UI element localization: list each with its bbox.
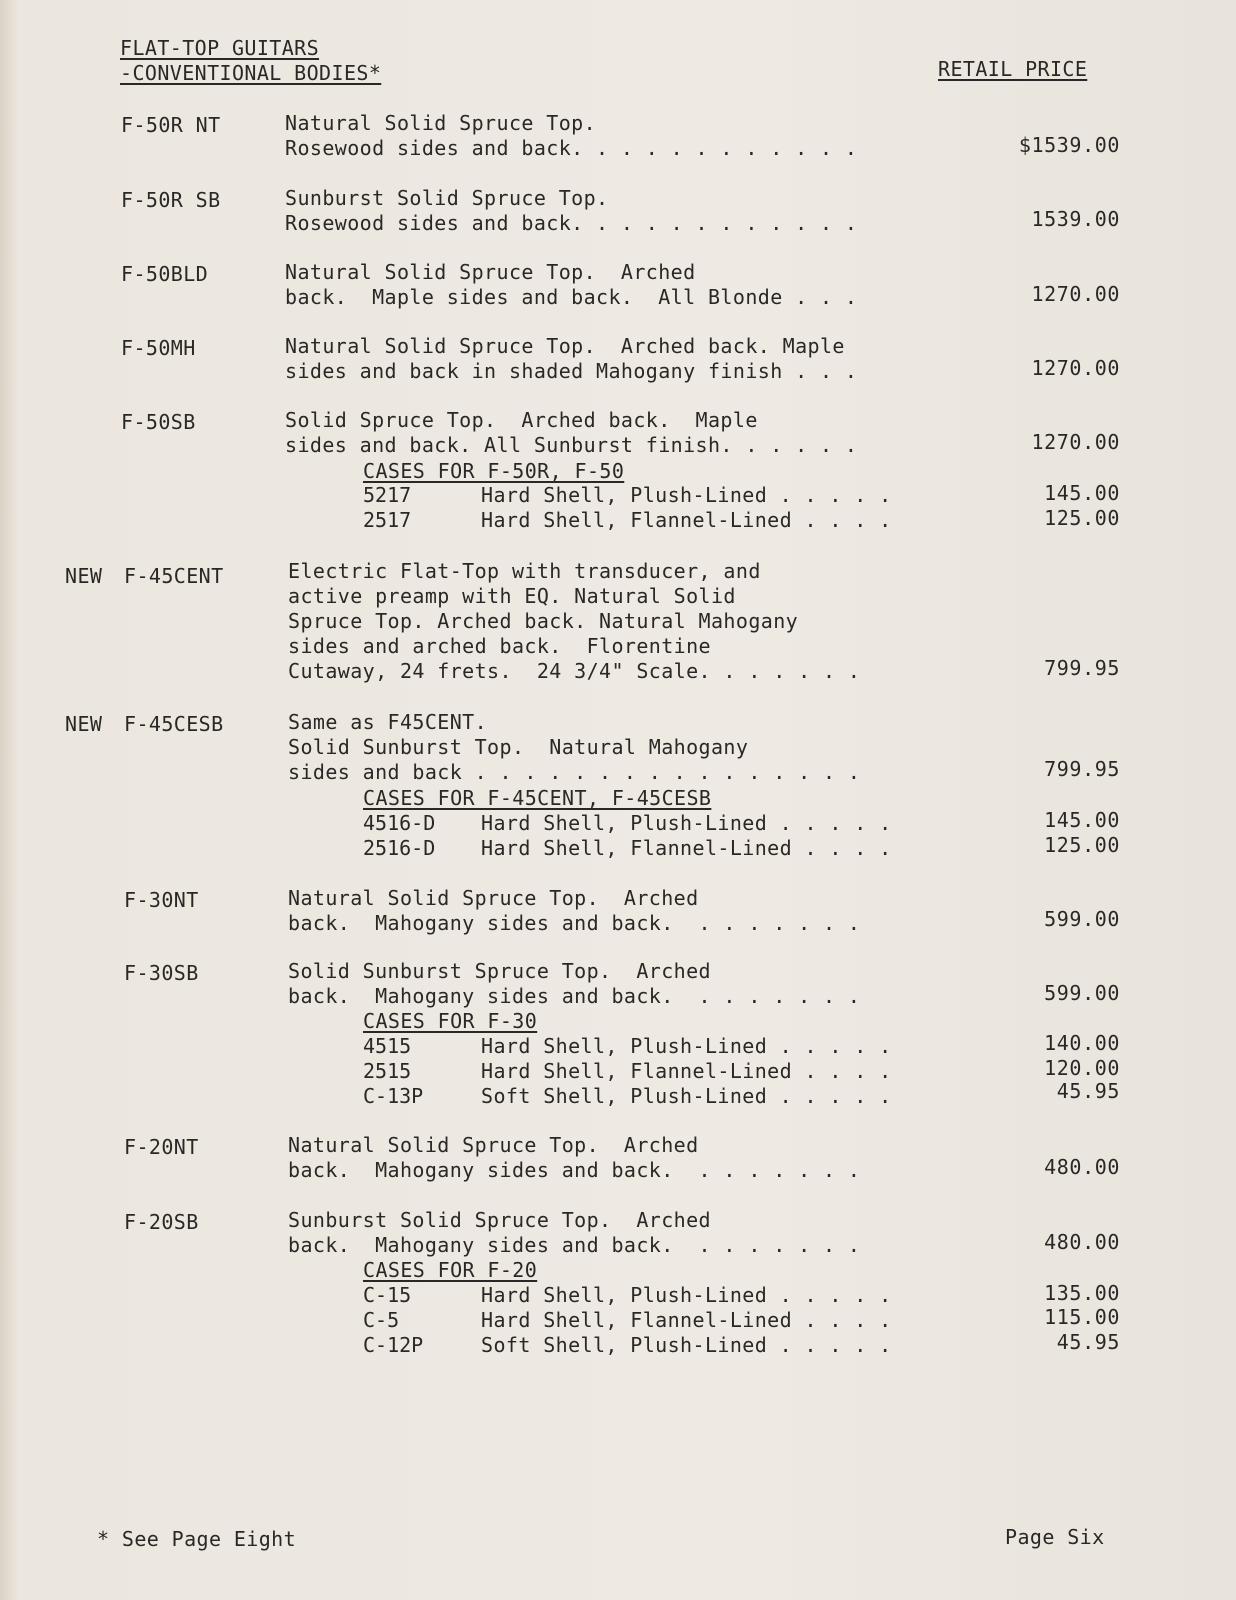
case-code: 4516-D — [363, 811, 436, 835]
item-desc-line: Sunburst Solid Spruce Top. Arched — [288, 1208, 711, 1232]
item-code: F-20NT — [124, 1135, 199, 1159]
item-code: F-30SB — [124, 961, 199, 985]
item-desc-line: Spruce Top. Arched back. Natural Mahogany — [288, 609, 799, 633]
item-desc-line: Electric Flat-Top with transducer, and — [288, 559, 761, 583]
case-price: 140.00 — [1044, 1031, 1120, 1055]
item-desc-line: Solid Sunburst Spruce Top. Arched — [288, 959, 711, 983]
item-price: 799.95 — [1044, 757, 1120, 781]
case-desc: Soft Shell, Plush-Lined . . . . . — [481, 1333, 892, 1357]
footnote: * See Page Eight — [97, 1527, 297, 1551]
item-desc-line: back. Mahogany sides and back. . . . . . . . — [288, 1233, 861, 1257]
case-desc: Hard Shell, Flannel-Lined . . . . — [481, 1308, 892, 1332]
item-price: 799.95 — [1044, 656, 1120, 680]
item-desc-line: Natural Solid Spruce Top. Arched back. Maple — [285, 334, 845, 358]
case-code: C-12P — [363, 1333, 424, 1357]
case-code: 2516-D — [363, 836, 436, 860]
case-desc: Hard Shell, Plush-Lined . . . . . — [481, 1283, 892, 1307]
item-code: F-50BLD — [121, 262, 209, 286]
item-code: F-45CENT — [124, 564, 224, 588]
case-code: C-15 — [363, 1283, 412, 1307]
case-price: 145.00 — [1044, 808, 1120, 832]
item-desc-line: sides and back. All Sunburst finish. . . . . . — [285, 433, 858, 457]
item-price: 1270.00 — [1031, 282, 1120, 306]
item-desc-line: Cutaway, 24 frets. 24 3/4" Scale. . . . . . . — [288, 659, 861, 683]
page-number: Page Six — [1005, 1525, 1105, 1549]
case-desc: Hard Shell, Flannel-Lined . . . . — [481, 508, 892, 532]
item-price: $1539.00 — [1018, 133, 1120, 157]
case-code: 4515 — [363, 1034, 412, 1058]
item-desc-line: Rosewood sides and back. . . . . . . . . . . . — [285, 136, 858, 160]
title-line-2: -CONVENTIONAL BODIES* — [120, 61, 382, 85]
item-code: F-20SB — [124, 1210, 199, 1234]
case-price: 125.00 — [1044, 506, 1120, 530]
item-code: F-45CESB — [124, 712, 224, 736]
item-price: 1270.00 — [1031, 356, 1120, 380]
item-code: F-50MH — [121, 336, 196, 360]
item-code: F-50R SB — [121, 188, 221, 212]
item-desc-line: Rosewood sides and back. . . . . . . . . . . . — [285, 211, 858, 235]
item-price: 1539.00 — [1031, 207, 1120, 231]
item-desc-line: back. Mahogany sides and back. . . . . . . . — [288, 911, 861, 935]
item-desc-line: sides and arched back. Florentine — [288, 634, 711, 658]
case-desc: Hard Shell, Flannel-Lined . . . . — [481, 836, 892, 860]
case-code: C-13P — [363, 1084, 424, 1108]
item-price: 480.00 — [1044, 1155, 1120, 1179]
cases-heading: CASES FOR F-50R, F-50 — [363, 459, 625, 483]
case-price: 145.00 — [1044, 481, 1120, 505]
title-line-1: FLAT-TOP GUITARS — [120, 36, 320, 60]
item-desc-line: Sunburst Solid Spruce Top. — [285, 186, 609, 210]
item-desc-line: back. Maple sides and back. All Blonde . . . — [285, 285, 858, 309]
case-price: 45.95 — [1056, 1330, 1120, 1354]
item-code: F-50R NT — [121, 113, 221, 137]
item-code: F-50SB — [121, 410, 196, 434]
case-desc: Hard Shell, Flannel-Lined . . . . — [481, 1059, 892, 1083]
item-price: 599.00 — [1044, 907, 1120, 931]
item-desc-line: Natural Solid Spruce Top. Arched — [285, 260, 696, 284]
case-price: 135.00 — [1044, 1281, 1120, 1305]
item-desc-line: Natural Solid Spruce Top. Arched — [288, 886, 699, 910]
new-tag: NEW — [65, 564, 103, 588]
case-desc: Soft Shell, Plush-Lined . . . . . — [481, 1084, 892, 1108]
item-desc-line: Natural Solid Spruce Top. — [285, 111, 597, 135]
case-price: 45.95 — [1056, 1079, 1120, 1103]
item-desc-line: Solid Spruce Top. Arched back. Maple — [285, 408, 758, 432]
case-code: 2515 — [363, 1059, 412, 1083]
item-code: F-30NT — [124, 888, 199, 912]
item-desc-line: back. Mahogany sides and back. . . . . . . . — [288, 1158, 861, 1182]
item-desc-line: Same as F45CENT. — [288, 710, 488, 734]
item-desc-line: sides and back . . . . . . . . . . . . . . . . — [288, 760, 861, 784]
cases-heading: CASES FOR F-20 — [363, 1258, 538, 1282]
case-code: C-5 — [363, 1308, 400, 1332]
case-desc: Hard Shell, Plush-Lined . . . . . — [481, 483, 892, 507]
item-desc-line: back. Mahogany sides and back. . . . . . . . — [288, 984, 861, 1008]
cases-heading: CASES FOR F-30 — [363, 1009, 538, 1033]
case-code: 2517 — [363, 508, 412, 532]
retail-price-heading: RETAIL PRICE — [938, 57, 1088, 81]
item-price: 480.00 — [1044, 1230, 1120, 1254]
case-price: 120.00 — [1044, 1056, 1120, 1080]
case-desc: Hard Shell, Plush-Lined . . . . . — [481, 811, 892, 835]
item-desc-line: Solid Sunburst Top. Natural Mahogany — [288, 735, 749, 759]
case-price: 115.00 — [1044, 1305, 1120, 1329]
cases-heading: CASES FOR F-45CENT, F-45CESB — [363, 786, 712, 810]
case-price: 125.00 — [1044, 833, 1120, 857]
item-price: 599.00 — [1044, 981, 1120, 1005]
item-price: 1270.00 — [1031, 430, 1120, 454]
case-desc: Hard Shell, Plush-Lined . . . . . — [481, 1034, 892, 1058]
item-desc-line: sides and back in shaded Mahogany finish . . . — [285, 359, 858, 383]
item-desc-line: Natural Solid Spruce Top. Arched — [288, 1133, 699, 1157]
item-desc-line: active preamp with EQ. Natural Solid — [288, 584, 736, 608]
new-tag: NEW — [65, 712, 103, 736]
case-code: 5217 — [363, 483, 412, 507]
